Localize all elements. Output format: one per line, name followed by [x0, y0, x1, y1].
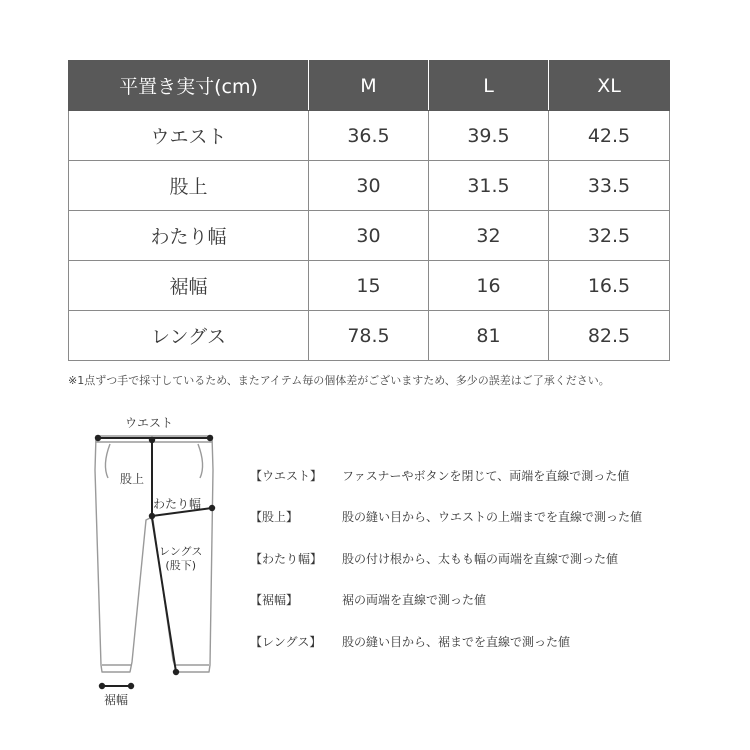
- size-table: [68, 60, 670, 361]
- diagram-label-length-main: レングス: [159, 545, 203, 558]
- definition-desc: 股の縫い目から、ウエストの上端までを直線で測った値: [342, 510, 643, 524]
- definition-desc: 裾の両端を直線で測った値: [342, 593, 487, 607]
- definition-term: 【裾幅】: [250, 593, 299, 607]
- disclaimer-note: ※1点ずつ手で採寸しているため、またアイテム毎の個体差がございますため、多少の誤差はご了承ください。: [68, 374, 610, 387]
- row-label: わたり幅: [69, 211, 309, 261]
- cell-value: 82.5: [549, 311, 670, 361]
- table-row: [69, 161, 670, 211]
- cell-value: 32: [429, 211, 549, 261]
- definition-term: 【ウエスト】: [250, 469, 323, 483]
- table-row: [69, 211, 670, 261]
- cell-value: 15: [309, 261, 429, 311]
- definition-desc: 股の付け根から、太もも幅の両端を直線で測った値: [342, 552, 619, 566]
- table-row: [69, 311, 670, 361]
- header-cell-xl: XL: [549, 61, 670, 111]
- cell-value: 30: [309, 211, 429, 261]
- diagram-label-waist: ウエスト: [125, 416, 174, 430]
- cell-value: 39.5: [429, 111, 549, 161]
- diagram-label-rise: 股上: [120, 472, 145, 486]
- table-row: [69, 111, 670, 161]
- diagram-label-length: [159, 545, 202, 573]
- row-label: レングス: [69, 311, 309, 361]
- header-cell-m: M: [309, 61, 429, 111]
- cell-value: 78.5: [309, 311, 429, 361]
- diagram-label-hem: 裾幅: [104, 693, 129, 707]
- cell-value: 30: [309, 161, 429, 211]
- cell-value: 31.5: [429, 161, 549, 211]
- table-row: [69, 261, 670, 311]
- header-cell-l: L: [429, 61, 549, 111]
- diagram-label-thigh: わたり幅: [153, 497, 202, 511]
- cell-value: 36.5: [309, 111, 429, 161]
- cell-value: 16: [429, 261, 549, 311]
- definition-desc: ファスナーやボタンを閉じて、両端を直線で測った値: [342, 469, 630, 483]
- cell-value: 81: [429, 311, 549, 361]
- row-label: 股上: [69, 161, 309, 211]
- row-label: ウエスト: [69, 111, 309, 161]
- definition-term: 【股上】: [250, 510, 299, 524]
- cell-value: 42.5: [549, 111, 670, 161]
- pants-diagram: [80, 410, 240, 720]
- table-header-row: [69, 61, 670, 111]
- definition-term: 【レングス】: [250, 635, 322, 649]
- definition-desc: 股の縫い目から、裾までを直線で測った値: [342, 635, 571, 649]
- cell-value: 32.5: [549, 211, 670, 261]
- cell-value: 16.5: [549, 261, 670, 311]
- header-cell-label: 平置き実寸(cm): [69, 61, 309, 111]
- cell-value: 33.5: [549, 161, 670, 211]
- definition-term: 【わたり幅】: [250, 552, 323, 566]
- diagram-label-length-sub: (股下): [165, 559, 196, 572]
- row-label: 裾幅: [69, 261, 309, 311]
